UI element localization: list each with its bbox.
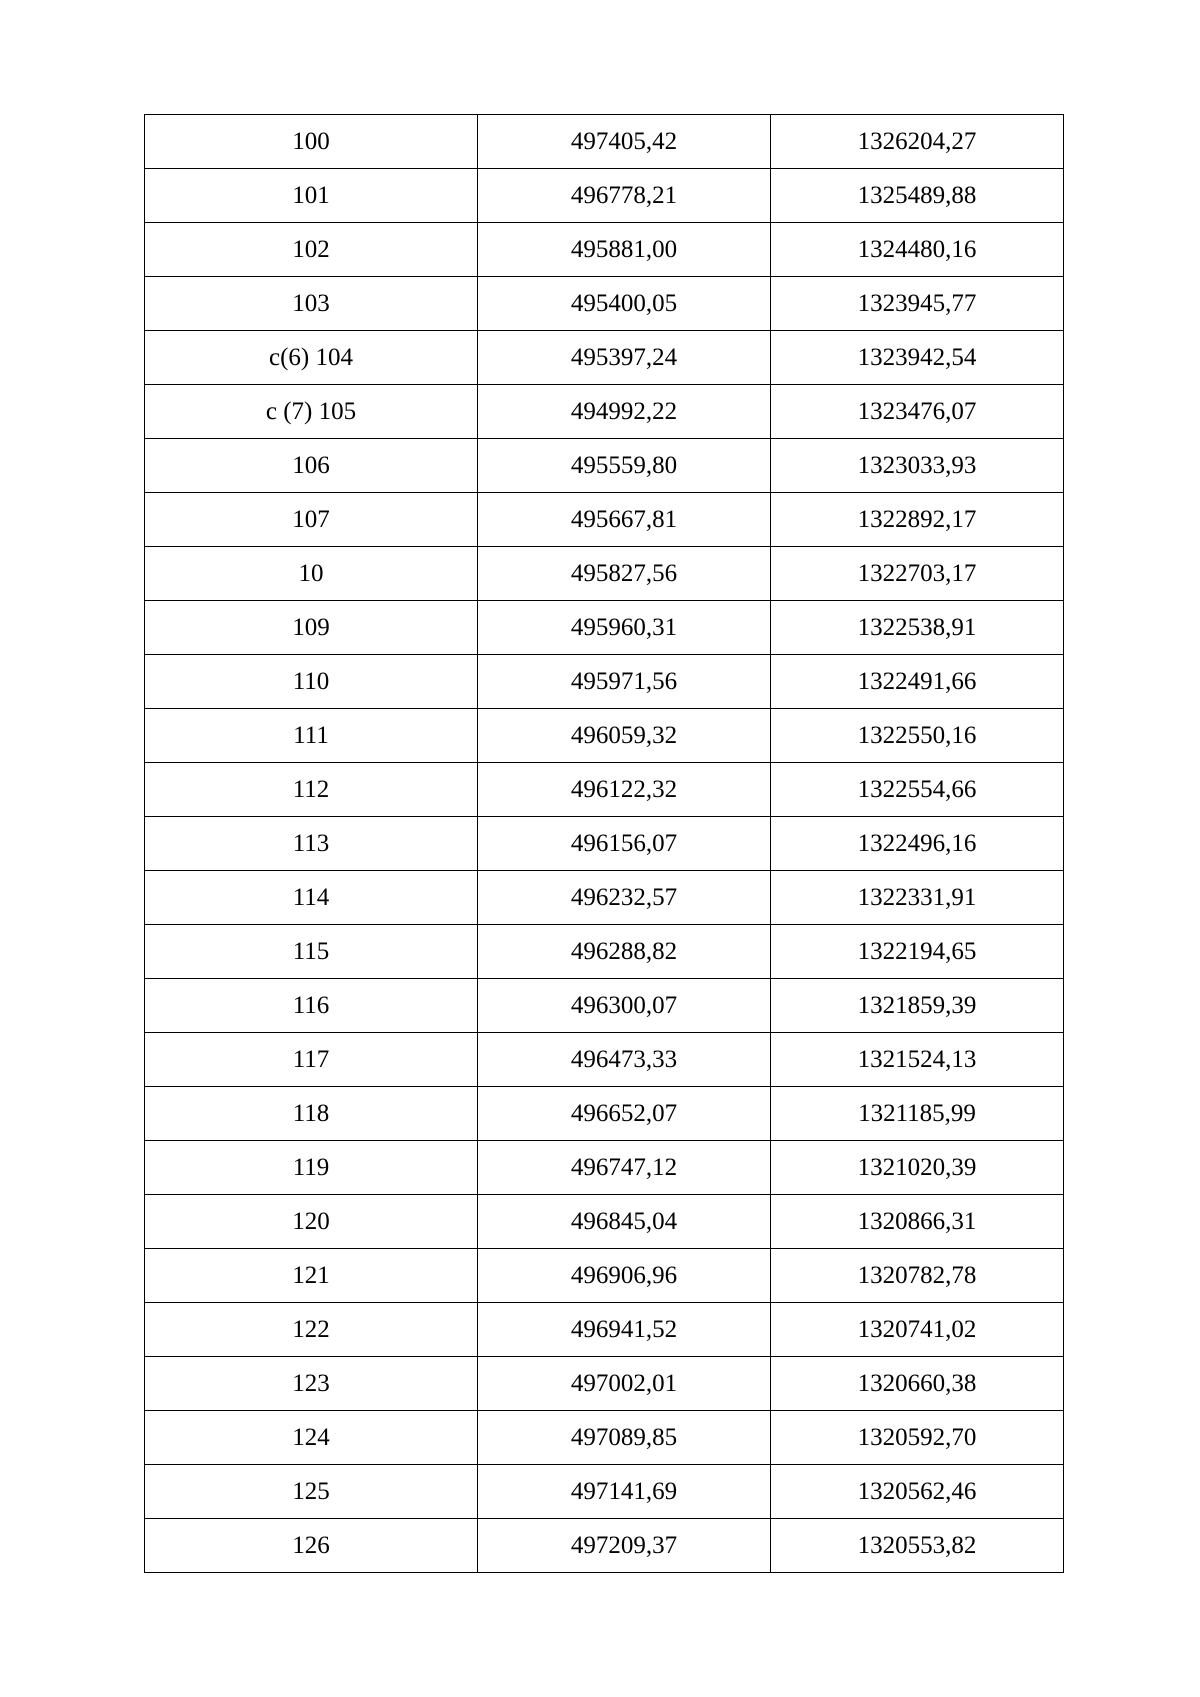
y-coordinate-cell: 1320741,02: [771, 1303, 1064, 1357]
point-number-cell: 125: [145, 1465, 478, 1519]
table-row: [145, 115, 1064, 169]
x-coordinate-cell: 497209,37: [478, 1519, 771, 1573]
y-coordinate-cell: 1322491,66: [771, 655, 1064, 709]
y-coordinate-cell: 1320592,70: [771, 1411, 1064, 1465]
table-row: [145, 1465, 1064, 1519]
table-row: [145, 277, 1064, 331]
table-row: [145, 1141, 1064, 1195]
x-coordinate-cell: 495559,80: [478, 439, 771, 493]
y-coordinate-cell: 1323476,07: [771, 385, 1064, 439]
table-row: [145, 1519, 1064, 1573]
table-row: [145, 601, 1064, 655]
y-coordinate-cell: 1325489,88: [771, 169, 1064, 223]
table-row: [145, 979, 1064, 1033]
x-coordinate-cell: 496778,21: [478, 169, 771, 223]
point-number-cell: 112: [145, 763, 478, 817]
point-number-cell: 113: [145, 817, 478, 871]
table-row: [145, 1411, 1064, 1465]
point-number-cell: 116: [145, 979, 478, 1033]
x-coordinate-cell: 496941,52: [478, 1303, 771, 1357]
table-row: [145, 1033, 1064, 1087]
table-row: [145, 1249, 1064, 1303]
y-coordinate-cell: 1320562,46: [771, 1465, 1064, 1519]
x-coordinate-cell: 495881,00: [478, 223, 771, 277]
table-row: [145, 1087, 1064, 1141]
x-coordinate-cell: 496300,07: [478, 979, 771, 1033]
x-coordinate-cell: 495960,31: [478, 601, 771, 655]
point-number-cell: 124: [145, 1411, 478, 1465]
point-number-cell: 111: [145, 709, 478, 763]
table-row: [145, 169, 1064, 223]
point-number-cell: 118: [145, 1087, 478, 1141]
table-row: [145, 925, 1064, 979]
table-row: [145, 439, 1064, 493]
table-row: [145, 871, 1064, 925]
point-number-cell: 123: [145, 1357, 478, 1411]
point-number-cell: 103: [145, 277, 478, 331]
table-row: [145, 817, 1064, 871]
table-row: [145, 763, 1064, 817]
x-coordinate-cell: 495400,05: [478, 277, 771, 331]
point-number-cell: 120: [145, 1195, 478, 1249]
y-coordinate-cell: 1322892,17: [771, 493, 1064, 547]
y-coordinate-cell: 1320660,38: [771, 1357, 1064, 1411]
coordinates-table-body: [145, 115, 1064, 1573]
y-coordinate-cell: 1322538,91: [771, 601, 1064, 655]
x-coordinate-cell: 496156,07: [478, 817, 771, 871]
point-number-cell: 121: [145, 1249, 478, 1303]
x-coordinate-cell: 497141,69: [478, 1465, 771, 1519]
y-coordinate-cell: 1320782,78: [771, 1249, 1064, 1303]
y-coordinate-cell: 1322194,65: [771, 925, 1064, 979]
table-row: [145, 493, 1064, 547]
table-row: [145, 385, 1064, 439]
y-coordinate-cell: 1320866,31: [771, 1195, 1064, 1249]
x-coordinate-cell: 496473,33: [478, 1033, 771, 1087]
x-coordinate-cell: 496652,07: [478, 1087, 771, 1141]
table-row: [145, 547, 1064, 601]
y-coordinate-cell: 1322496,16: [771, 817, 1064, 871]
table-row: [145, 1303, 1064, 1357]
coordinates-table: [144, 114, 1064, 1573]
x-coordinate-cell: 496122,32: [478, 763, 771, 817]
y-coordinate-cell: 1322550,16: [771, 709, 1064, 763]
x-coordinate-cell: 495667,81: [478, 493, 771, 547]
x-coordinate-cell: 495971,56: [478, 655, 771, 709]
x-coordinate-cell: 495397,24: [478, 331, 771, 385]
point-number-cell: 10: [145, 547, 478, 601]
y-coordinate-cell: 1321859,39: [771, 979, 1064, 1033]
point-number-cell: 119: [145, 1141, 478, 1195]
x-coordinate-cell: 494992,22: [478, 385, 771, 439]
x-coordinate-cell: 495827,56: [478, 547, 771, 601]
y-coordinate-cell: 1322554,66: [771, 763, 1064, 817]
point-number-cell: с (7) 105: [145, 385, 478, 439]
x-coordinate-cell: 496747,12: [478, 1141, 771, 1195]
table-row: [145, 331, 1064, 385]
x-coordinate-cell: 496232,57: [478, 871, 771, 925]
y-coordinate-cell: 1322331,91: [771, 871, 1064, 925]
y-coordinate-cell: 1326204,27: [771, 115, 1064, 169]
x-coordinate-cell: 496845,04: [478, 1195, 771, 1249]
y-coordinate-cell: 1321185,99: [771, 1087, 1064, 1141]
table-row: [145, 655, 1064, 709]
point-number-cell: 114: [145, 871, 478, 925]
y-coordinate-cell: 1323945,77: [771, 277, 1064, 331]
point-number-cell: 102: [145, 223, 478, 277]
point-number-cell: 115: [145, 925, 478, 979]
point-number-cell: 117: [145, 1033, 478, 1087]
y-coordinate-cell: 1320553,82: [771, 1519, 1064, 1573]
y-coordinate-cell: 1321020,39: [771, 1141, 1064, 1195]
y-coordinate-cell: 1323942,54: [771, 331, 1064, 385]
table-row: [145, 709, 1064, 763]
x-coordinate-cell: 497089,85: [478, 1411, 771, 1465]
point-number-cell: 110: [145, 655, 478, 709]
x-coordinate-cell: 497405,42: [478, 115, 771, 169]
table-row: [145, 1357, 1064, 1411]
x-coordinate-cell: 497002,01: [478, 1357, 771, 1411]
point-number-cell: 101: [145, 169, 478, 223]
point-number-cell: 122: [145, 1303, 478, 1357]
y-coordinate-cell: 1321524,13: [771, 1033, 1064, 1087]
y-coordinate-cell: 1324480,16: [771, 223, 1064, 277]
point-number-cell: 106: [145, 439, 478, 493]
x-coordinate-cell: 496906,96: [478, 1249, 771, 1303]
y-coordinate-cell: 1323033,93: [771, 439, 1064, 493]
point-number-cell: с(6) 104: [145, 331, 478, 385]
point-number-cell: 107: [145, 493, 478, 547]
x-coordinate-cell: 496059,32: [478, 709, 771, 763]
point-number-cell: 100: [145, 115, 478, 169]
y-coordinate-cell: 1322703,17: [771, 547, 1064, 601]
table-row: [145, 223, 1064, 277]
x-coordinate-cell: 496288,82: [478, 925, 771, 979]
point-number-cell: 109: [145, 601, 478, 655]
point-number-cell: 126: [145, 1519, 478, 1573]
table-row: [145, 1195, 1064, 1249]
